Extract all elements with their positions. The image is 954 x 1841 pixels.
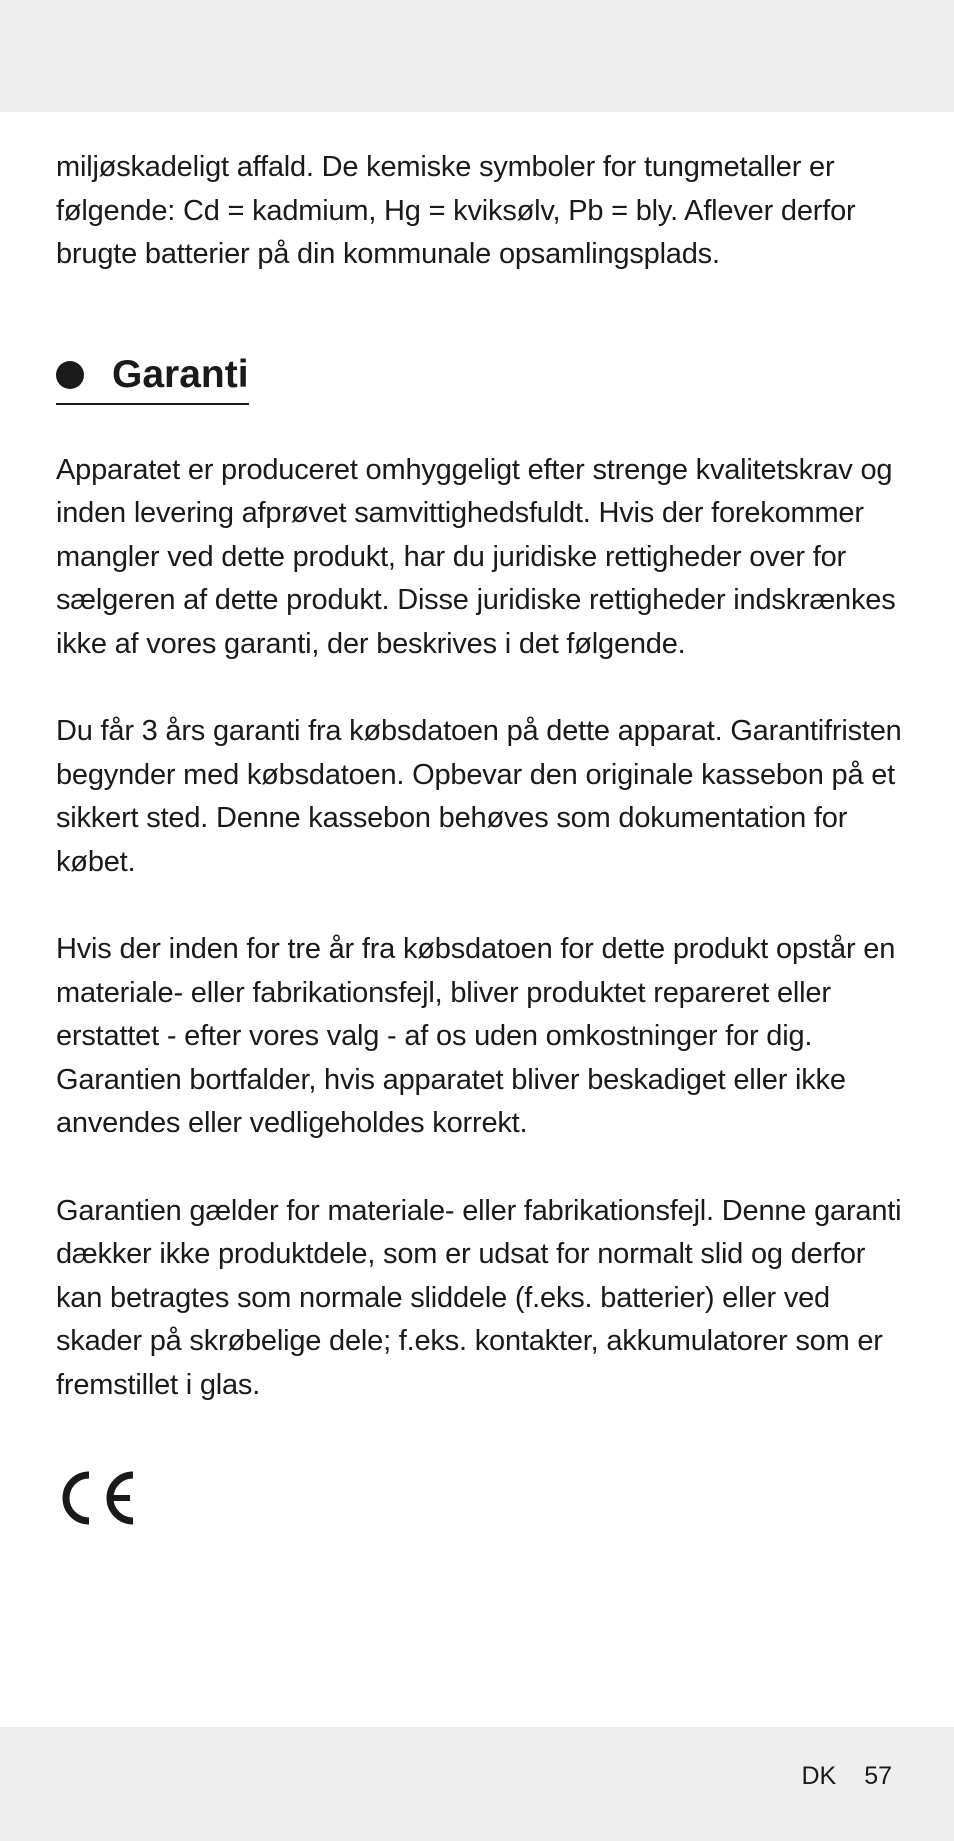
bullet-icon [56,361,84,389]
page-content [56,146,906,1527]
page-footer [801,1762,892,1791]
warranty-paragraph-1: Apparatet er produceret omhyggeligt efter strenge kvalitetskrav og inden levering afprøvet samvittighedsfuldt. Hvis der forekommer mangler ved dette produkt, har du juridiske rettigheder over for sælgeren af dette produkt. Disse juridiske rettigheder indskrænkes ikke af vores garanti, der beskrives i det følgende. [56,453,896,660]
ce-mark-icon [56,1469,136,1527]
page-number: 57 [864,1762,892,1790]
warranty-paragraph-2: Du får 3 års garanti fra købsdatoen på dette apparat. Garantifristen begynder med købsdatoen. Opbevar den originale kassebon på et sikkert sted. Denne kassebon behøves som dokumentation for købet. [56,715,902,878]
page-header-band [0,0,954,112]
warranty-paragraph-3: Hvis der inden for tre år fra købsdatoen for dette produkt opstår en materiale- eller fabrikationsfejl, bliver produktet repareret eller erstattet - efter vores valg - af os uden omkostninger for dig. Garantien bortfalder, hvis apparatet bliver beskadiget eller ikke anvendes eller vedligeholdes korrekt. [56,933,896,1139]
intro-paragraph: miljøskadeligt affald. De kemiske symboler for tungmetaller er følgende: Cd = kadmium, Hg = kviksølv, Pb = bly. Aflever derfor brugte batterier på din kommunale opsamlingsplads. [56,151,856,270]
warranty-paragraph-4: Garantien gælder for materiale- eller fabrikationsfejl. Denne garanti dækker ikke produktdele, som er udsat for normalt slid og derfor kan betragtes som normale sliddele (f.eks. batterier) eller ved skader på skrøbelige dele; f.eks. kontakter, akkumulatorer som er fremstillet i glas. [56,1194,902,1401]
section-title: Garanti [112,352,249,396]
section-heading [56,351,249,405]
language-code: DK [801,1762,837,1790]
